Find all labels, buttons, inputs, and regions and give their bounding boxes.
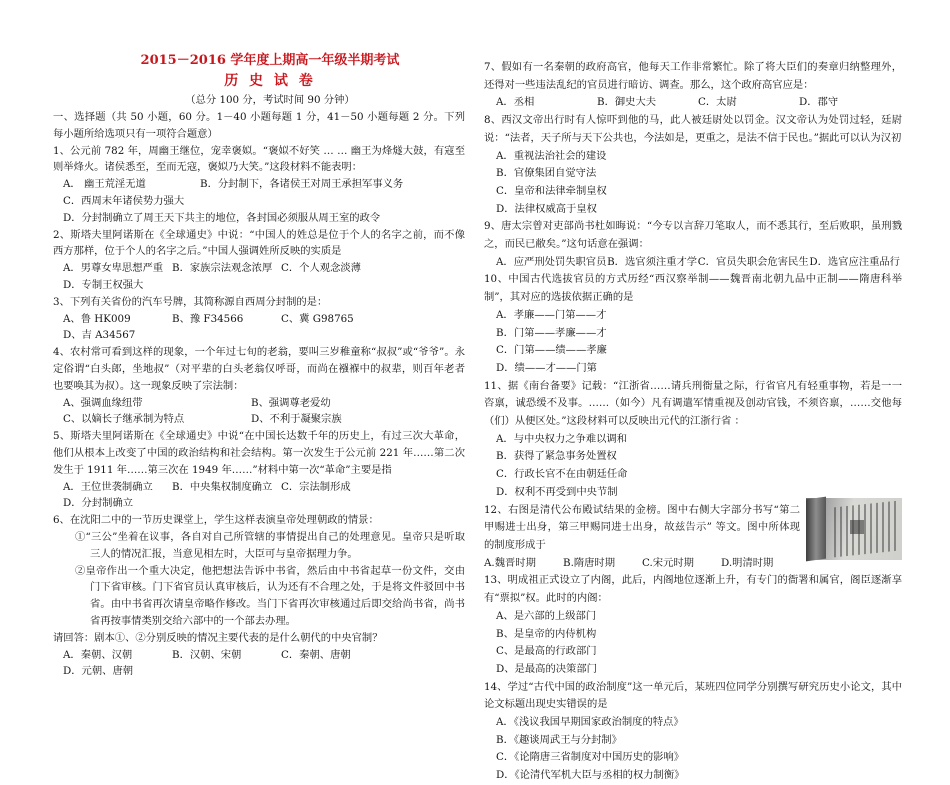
exam-header — [53, 51, 465, 109]
option-b: B、豫 F34566 — [172, 312, 244, 325]
option-b: B．汉朝、宋朝 — [172, 648, 242, 661]
option-b: B、是皇帝的内侍机构 — [496, 627, 597, 640]
option-c: C．太尉 — [698, 96, 737, 109]
option-a: A．秦朝、汉朝 — [63, 648, 133, 661]
option-list — [484, 555, 800, 573]
left-column — [53, 51, 465, 680]
question-9 — [484, 218, 902, 271]
question-5 — [53, 428, 465, 512]
option-c: C．《论隋唐三省制度对中国历史的影响》 — [496, 751, 685, 764]
option-c: C．皇帝和法律牵制皇权 — [496, 184, 607, 197]
option-a: A．应严刑处罚失职官员 — [496, 255, 607, 268]
question-stem: 14、学过“古代中国的政治制度”这一单元后，某班四位同学分别撰写研究历史小论文，其中论文标题出现史实错误的是 — [484, 680, 902, 711]
right-column — [484, 59, 902, 785]
option-a: A．《浅议我国早期国家政治制度的特点》 — [496, 716, 684, 729]
option-d: D、是最高的决策部门 — [496, 662, 597, 675]
scene-2: ②皇帝作出一个重大决定，他把想法告诉中书省，然后由中书省起草一份文件，交由门下省审核。门下省官员认真审核后，认为还有不合理之处，于是将文件驳回中书省。由中书省再次请皇帝略作修改。当门下省再次审核通过后即交给尚书省，尚书省再按事情类别交给六部中的一个部去办理。 — [75, 564, 465, 627]
option-a: A． 幽王荒淫无道 — [63, 178, 146, 191]
option-d: D．分封制确立 — [63, 497, 134, 510]
option-c: C．秦朝、唐朝 — [281, 648, 351, 661]
question-stem: 10、中国古代选拔官员的方式历经“西汉察举制——魏晋南北朝九品中正制——隋唐科举制”，其对应的选拔依据正确的是 — [484, 273, 902, 304]
question-6 — [53, 512, 465, 680]
option-b: B．获得了紧急事务处置权 — [496, 450, 617, 463]
option-b: B．官僚集团自觉守法 — [496, 167, 597, 180]
scene-1: ①“三公”坐着在议事，各自对自己所管辖的事情提出自己的处理意见。皇帝只是听取三人的情况汇报，当意见相左时，大臣可与皇帝据理力争。 — [75, 530, 465, 560]
exam-note: （总分 100 分，考试时间 90 分钟） — [185, 94, 355, 106]
option-a: A．与中央权力之争难以调和 — [496, 432, 627, 445]
option-a: A、是六部的上级部门 — [496, 609, 597, 622]
question-stem: 2、斯塔夫里阿诺斯在《全球通史》中说：“中国人的姓总是位于个人的名字之前，而不像西方那样，位于个人的名字之后。”中国人强调姓所反映的实质是 — [53, 228, 465, 258]
option-d: D．选官应注重品行 — [809, 255, 900, 268]
question-7 — [484, 59, 902, 112]
option-b: B．家族宗法观念浓厚 — [172, 262, 273, 275]
option-d: D．权利不再受到中央节制 — [496, 485, 618, 498]
option-list — [484, 148, 902, 219]
option-d: D、吉 A34567 — [63, 329, 136, 342]
option-list — [484, 608, 902, 679]
question-12 — [484, 502, 902, 573]
question-stem: 9、唐太宗曾对吏部尚书杜如晦说：“今专以言辞刀笔取人，而不悉其行，至后败职，虽刑戮之，而民已敝矣。”这句话意在强调： — [484, 220, 902, 251]
option-d: D．《论清代军机大臣与丞相的权力制衡》 — [496, 769, 685, 782]
option-b: B．中央集权制度确立 — [172, 480, 273, 493]
option-c: C、以嫡长子继承制为特点 — [63, 413, 185, 426]
option-c: C、是最高的行政部门 — [496, 645, 597, 658]
option-c: C．官员失职会危害民生 — [697, 255, 809, 268]
question-stem: 11、据《南台备要》记载：“江浙省……请兵刑衙量之际，行省官凡有轻重事物，若是一一咨禀，诚恐缓不及事。……（如今）凡有调遣军情重视及创动官钱，不须咨禀，……交他每（们）从便区处。”这段材料可以反映出元代的江浙行省 ： — [484, 379, 902, 428]
question-stem: 3、下列有关省份的汽车号牌，其简称源自西周分封制的是： — [53, 295, 328, 308]
option-d: D．法律权威高于皇权 — [496, 202, 597, 215]
option-d: D．元朝、唐朝 — [63, 665, 134, 678]
calligraphy-columns — [834, 500, 898, 557]
option-a: A．男尊女卑思想严重 — [63, 262, 164, 275]
question-10 — [484, 271, 902, 377]
option-list — [484, 714, 902, 785]
question-stem: 6、在沈阳二中的一节历史课堂上，学生这样表演皇帝处理朝政的情景： — [53, 514, 379, 527]
option-a: A．重视法治社会的建设 — [496, 149, 607, 162]
option-a: A．孝廉——门第——才 — [496, 308, 607, 321]
option-d: D、不利于凝聚宗族 — [251, 413, 342, 426]
question-4 — [53, 344, 465, 428]
option-list — [484, 307, 902, 378]
option-c: C、冀 G98765 — [281, 312, 354, 325]
subject-title: 历 史 试 卷 — [224, 73, 316, 89]
question-stem: 5、斯塔夫里阿诺斯在《全球通史》中说“在中国长达数千年的历史上，有过三次大革命，他们从根本上改变了中国的政治结构和社会结构。第一次发生于公元前 221 年……第二次发生于 1911 年……第三次在 1949 年……”材料中第一次“革命”主要是指 — [53, 430, 465, 476]
option-list — [53, 647, 465, 681]
option-b: B．门第——孝廉——才 — [496, 326, 607, 339]
question-prompt: 请回答：剧本①、②分别反映的情况主要代表的是什么朝代的中央官制？ — [53, 631, 383, 644]
option-list — [53, 176, 465, 226]
option-c: C．门第——绩——孝廉 — [496, 344, 607, 357]
option-list — [484, 94, 902, 112]
option-d: D．绩——才——门第 — [496, 361, 597, 374]
option-a: A、鲁 HK009 — [63, 312, 131, 325]
scroll-roll — [806, 496, 826, 561]
option-list — [53, 395, 465, 429]
section-instructions: 一、选择题（共 50 小题，60 分。1－40 小题每题 1 分，41－50 小题每题 2 分。下列每小题所给选项只有一项符合题意） — [53, 111, 465, 140]
question-stem: 12、右图是清代公布殿试结果的金榜。图中右侧大字部分书写“第二甲赐进士出身，第三甲赐同进士出身，故兹告示” 等文。图中所体现的制度形成于 — [484, 503, 800, 551]
option-b: B．御史大夫 — [597, 96, 657, 109]
option-list — [53, 311, 465, 345]
option-d: D．专制王权强大 — [63, 278, 144, 291]
option-d: D．分封制确立了周王天下共主的地位，各封国必须服从周王室的政令 — [63, 211, 381, 224]
option-c: C.宋元时期 — [642, 556, 694, 569]
question-2 — [53, 227, 465, 294]
question-1 — [53, 143, 465, 227]
option-a: A、强调血缘纽带 — [63, 396, 143, 409]
question-stem: 8、西汉文帝出行时有人惊吓到他的马，此人被廷尉处以罚金。汉文帝认为处罚过轻，廷尉说：“法者，天子所与天下公共也，今法如是，更重之，是法不信于民也。”据此可以认为汉初 — [484, 114, 902, 144]
exam-title: 2015－2016 学年度上期高一年级半期考试 — [140, 53, 400, 68]
option-a: A．丞相 — [496, 96, 535, 109]
question-8 — [484, 112, 902, 218]
option-b: B、强调尊老爱幼 — [251, 396, 331, 409]
question-stem: 13、明成祖正式设立了内阁，此后，内阁地位逐渐上升，有专门的衙署和属官，阁臣逐渐享有“票拟”权。此时的内阁： — [484, 574, 902, 605]
option-b: B．分封制下，各诸侯王对周王承担军事义务 — [200, 178, 404, 191]
option-b: B．选官须注重才学 — [607, 255, 698, 268]
question-stem: 4、农村常可看到这样的现象，一个年过七旬的老翁，要叫三岁稚童称“叔叔”或“爷爷”。永定俗谓“白头郎，坐地叔”（对平辈的白头老翁仅呼哥，而尚在襁褓中的叔辈，则百年老者也要唤其为叔）。这一现象反映了宗法制： — [53, 346, 465, 392]
golden-list-image — [806, 498, 902, 560]
option-list — [53, 260, 465, 294]
option-b: B.隋唐时期 — [563, 556, 616, 569]
seal-mark — [850, 520, 864, 534]
option-list — [484, 254, 902, 272]
option-d: D.明清时期 — [721, 556, 774, 569]
question-stem: 1、公元前 782 年，周幽王继位，宠幸褒姒。“褒姒不好笑 … … 幽王为烽燧大鼓，有寇至则举烽火。诸侯悉至，至而无寇，褒姒乃大笑。”这段材料不能表明： — [53, 144, 465, 174]
option-list — [53, 479, 465, 513]
option-c: C．个人观念淡薄 — [281, 262, 361, 275]
question-stem: 7、假如有一名秦朝的政府高官，他每天工作非常繁忙。除了将大臣们的奏章归纳整理外，还得对一些违法乱纪的官员进行暗访、调查。那么，这个政府高官应是： — [484, 61, 902, 91]
option-a: A．王位世袭制确立 — [63, 480, 153, 493]
option-c: C．行政长官不在由朝廷任命 — [496, 468, 628, 481]
question-14 — [484, 679, 902, 785]
option-c: C．西周末年诸侯势力强大 — [63, 194, 185, 207]
option-a: A.魏晋时期 — [484, 556, 536, 569]
option-b: B．《趣谈周武王与分封制》 — [496, 733, 622, 746]
question-11 — [484, 378, 902, 502]
question-3 — [53, 294, 465, 344]
option-list — [484, 431, 902, 502]
question-13 — [484, 572, 902, 678]
option-c: C．宗法制形成 — [281, 480, 351, 493]
option-d: D．郡守 — [799, 96, 839, 109]
